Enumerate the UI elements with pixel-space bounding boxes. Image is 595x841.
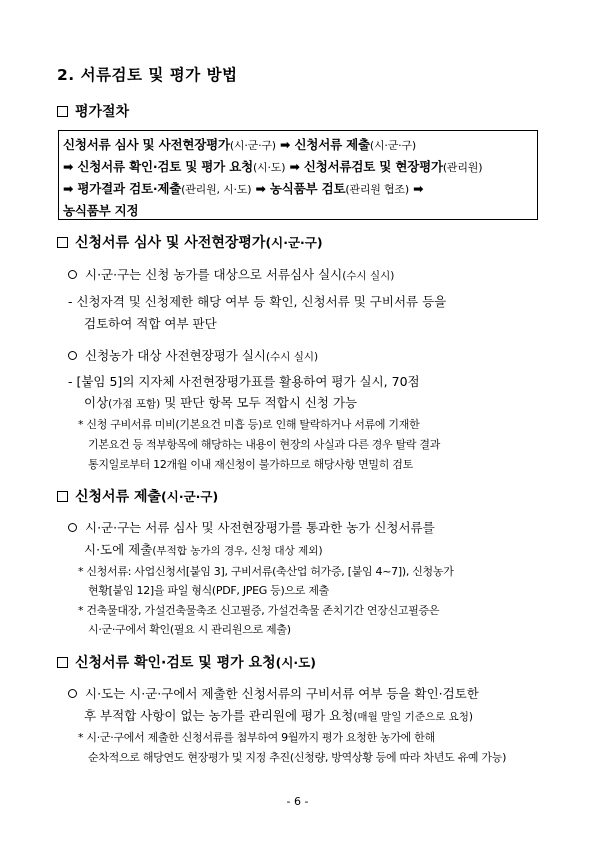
- bullet-text: 후 부적합 사항이 없는 농가를 관리원에 평가 요청: [84, 708, 354, 723]
- dash-text: 이상: [84, 395, 109, 410]
- bullet-item-cont: [84, 706, 473, 724]
- bullet-note: (수시 실시): [265, 351, 319, 363]
- circle-bullet-icon: [68, 351, 77, 360]
- dash-text: 및 판단 항목 모두 적합시 신청 가능: [160, 395, 358, 410]
- flow-step: ➡ 평가결과 검토·제출: [63, 181, 182, 196]
- bullet-item: [68, 684, 479, 702]
- footnote: * 건축물대장, 가설건축물축조 신고필증, 가설건축물 존치기간 연장신고필증은: [78, 604, 440, 617]
- bullet-text: 신청농가 대상 사전현장평가 실시: [85, 348, 266, 363]
- section-title-procedure: [57, 101, 129, 121]
- flow-step: ➡ 신청서류검토 및 현장평가: [285, 159, 443, 174]
- section-title-sub: (시·군·구): [265, 235, 323, 250]
- section-title-text: 평가절차: [75, 104, 130, 120]
- flow-step-agency: (관리원, 시·도): [181, 183, 252, 196]
- flow-line-1: [63, 135, 416, 153]
- bullet-text: 시·군·구는 서류 심사 및 사전현장평가를 통과한 농가 신청서류를: [85, 520, 435, 535]
- checkbox-square-icon: [57, 491, 68, 502]
- bullet-note: (부적합 농가의 경우, 신청 대상 제외): [152, 545, 323, 557]
- flow-step-agency: (관리원): [442, 161, 483, 174]
- bullet-note: (매월 말일 기준으로 요청): [353, 711, 473, 723]
- circle-bullet-icon: [68, 523, 77, 532]
- bullet-text: 시·도에 제출: [84, 542, 153, 557]
- footnote: * 신청서류: 사업신청서[붙임 3], 구비서류(축산업 허가증, [붙임 4~7]), 신청농가: [78, 565, 454, 578]
- flow-step: 신청서류 심사 및 사전현장평가: [63, 137, 230, 152]
- footnote-cont: 시·군·구에서 확인(필요 시 관리원으로 제출): [88, 623, 291, 636]
- footnote: * 시·군·구에서 제출한 신청서류를 첨부하여 9월까지 평가 요청한 농가에 한해: [78, 731, 435, 744]
- dash-item: - 신청자격 및 신청제한 해당 여부 등 확인, 신청서류 및 구비서류 등을: [68, 294, 447, 309]
- circle-bullet-icon: [68, 689, 77, 698]
- procedure-flow-box: [58, 130, 538, 220]
- section-title-review: [57, 232, 323, 252]
- section-title-text: 신청서류 제출: [75, 489, 162, 505]
- bullet-item: [68, 518, 435, 536]
- flow-step-agency: (시·도): [252, 161, 286, 174]
- dash-item: - [붙임 5]의 지자체 사전현장평가표를 활용하여 평가 실시, 70점: [68, 374, 420, 389]
- bullet-text: 시·도는 시·군·구에서 제출한 신청서류의 구비서류 여부 등을 확인·검토한: [85, 686, 479, 701]
- footnote-cont: 순차적으로 해당연도 현장평가 및 지정 추진(신청량, 방역상황 등에 따라 차년도 유예 가능): [88, 751, 507, 764]
- flow-step-agency: (시·군·구): [229, 139, 276, 152]
- flow-step-agency: (관리원 협조): [345, 183, 409, 196]
- section-title-submission: [57, 486, 218, 506]
- flow-line-3: [63, 179, 423, 197]
- flow-step-agency: (시·군·구): [369, 139, 416, 152]
- page-number: - 6 -: [286, 795, 309, 808]
- checkbox-square-icon: [57, 237, 68, 248]
- section-title-verification: [57, 652, 316, 672]
- section-title-text: 신청서류 심사 및 사전현장평가: [75, 235, 266, 251]
- footnote-cont: 통지일로부터 12개월 이내 재신청이 불가하므로 해당사항 면밀히 검토: [88, 458, 413, 471]
- dash-item-cont: 검토하여 적합 여부 판단: [84, 316, 217, 331]
- section-title-text: 신청서류 확인·검토 및 평가 요청: [75, 655, 276, 671]
- flow-step: ➡ 신청서류 제출: [275, 137, 370, 152]
- flow-step: ➡ 농식품부 검토: [251, 181, 346, 196]
- circle-bullet-icon: [68, 270, 77, 279]
- checkbox-square-icon: [57, 657, 68, 668]
- bullet-note: (수시 실시): [342, 270, 395, 282]
- bullet-text: 시·군·구는 신청 농가를 대상으로 서류심사 실시: [85, 267, 343, 282]
- footnote: * 신청 구비서류 미비(기본요건 미흡 등)로 인해 탈락하거나 서류에 기재한: [78, 418, 420, 431]
- dash-item-cont: [84, 393, 357, 411]
- bullet-item: [68, 265, 394, 283]
- bullet-item-cont: [84, 540, 323, 558]
- dash-note: (가점 포함): [108, 398, 161, 410]
- flow-line-2: [63, 157, 482, 175]
- flow-step: ➡ 신청서류 확인·검토 및 평가 요청: [63, 159, 253, 174]
- section-title-sub: (시·군·구): [161, 489, 219, 504]
- flow-step: ➡: [408, 181, 424, 196]
- section-heading: 2. 서류검토 및 평가 방법: [57, 66, 238, 84]
- footnote-cont: 기본요건 등 적부항목에 해당하는 내용이 현장의 사실과 다른 경우 탈락 결과: [88, 438, 441, 451]
- flow-final-step: 농식품부 지정: [63, 203, 139, 218]
- footnote-cont: 현황[붙임 12]을 파일 형식(PDF, JPEG 등)으로 제출: [88, 584, 329, 597]
- section-title-sub: (시·도): [275, 655, 316, 670]
- checkbox-square-icon: [57, 106, 68, 117]
- bullet-item: [68, 346, 318, 364]
- flow-line-4: [63, 201, 138, 219]
